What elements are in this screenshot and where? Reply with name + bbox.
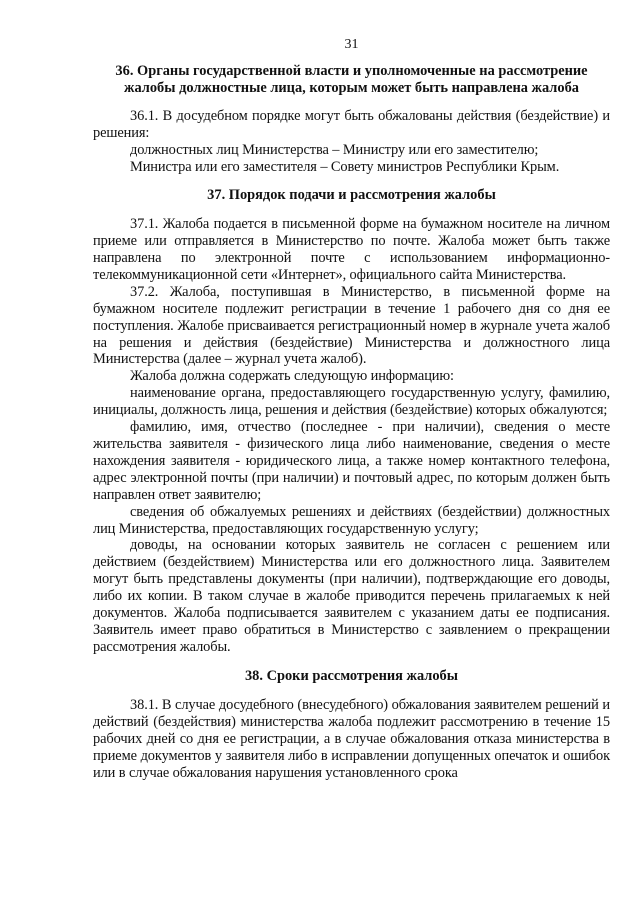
page-number: 31 <box>344 37 359 52</box>
section-36-heading: 36. Органы государственной власти и уполномоченные на рассмотрение жалобы должностные лица, которым может быть направлена жалоба <box>115 63 588 97</box>
paragraph: 36.1. В досудебном порядке могут быть обжалованы действия (бездействие) и решения: <box>93 108 610 142</box>
paragraph: наименование органа, предоставляющего государственную услугу, фамилию, инициалы, должность лица, решения и действия (бездействие) которых обжалуются; <box>93 385 610 419</box>
paragraph: сведения об обжалуемых решениях и действиях (бездействии) должностных лиц Министерства, предоставляющих государственную услугу; <box>93 503 610 537</box>
section-37-heading: 37. Порядок подачи и рассмотрения жалобы <box>207 187 496 204</box>
paragraph: доводы, на основании которых заявитель не согласен с решением или действием (бездействием) Министерства или его должностного лица. Заявителем могут быть представлены документы (при наличии), подтверждающие его доводы, либо их копии. В таком случае в жалобе приводится перечень прилагаемых к ней документов. Жалоба подписывается заявителем с указанием даты ее подписания. Заявитель имеет право обратиться в Министерство с заявлением о прекращении рассмотрения жалобы. <box>93 537 610 655</box>
paragraph: Жалоба должна содержать следующую информацию: <box>130 368 454 385</box>
paragraph: фамилию, имя, отчество (последнее - при наличии), сведения о месте жительства заявителя - физического лица либо наименование, сведения о месте нахождения заявителя - юридического лица, а также номер контактного телефона, адрес электронной почты (при наличии) и почтовый адрес, по которым должен быть направлен ответ заявителю; <box>93 419 610 503</box>
paragraph: должностных лиц Министерства – Министру или его заместителю; <box>130 142 539 159</box>
section-38-heading: 38. Сроки рассмотрения жалобы <box>244 667 458 684</box>
paragraph: 38.1. В случае досудебного (внесудебного) обжалования заявителем решений и действий (бездействия) министерства жалоба подлежит рассмотрению в течение 15 рабочих дней со дня ее регистрации, а в случае обжалования отказа министерства в приеме документов у заявителя либо в исправлении допущенных опечаток и ошибок или в случае обжалования нарушения установленного срока <box>93 697 610 781</box>
paragraph: 37.2. Жалоба, поступившая в Министерство, в письменной форме на бумажном носителе подлежит регистрации в течение 1 рабочего дня со дня ее поступления. Жалобе присваивается регистрационный номер в журнале учета жалоб на решения и действия (бездействие) Министерства и должностного лица Министерства (далее – журнал учета жалоб). <box>93 283 610 368</box>
paragraph: Министра или его заместителя – Совету министров Республики Крым. <box>130 159 560 176</box>
paragraph: 37.1. Жалоба подается в письменной форме на бумажном носителе на личном приеме или отправляется в Министерство по почте. Жалоба может быть также направлена по электронной почте с использованием информационно-телекоммуникационной сети «Интернет», официального сайта Министерства. <box>93 216 610 283</box>
